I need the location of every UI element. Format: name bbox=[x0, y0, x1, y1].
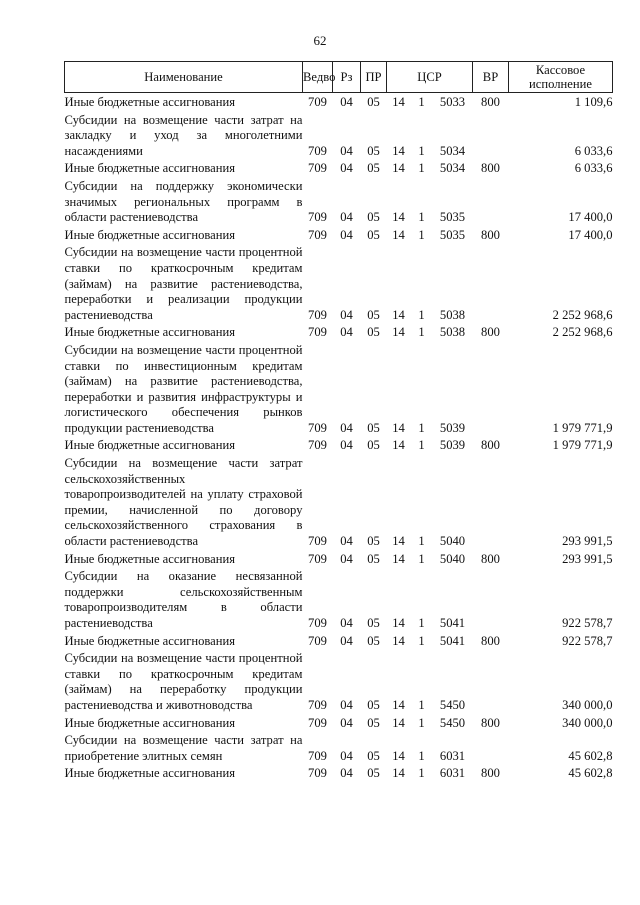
row-vr: 800 bbox=[481, 227, 500, 242]
row-rz: 04 bbox=[340, 534, 353, 549]
row-vedo: 709 bbox=[308, 697, 327, 712]
row-csr-part2: 1 bbox=[418, 616, 425, 630]
row-rz: 04 bbox=[340, 766, 353, 781]
table-row bbox=[65, 649, 613, 713]
row-csr-part1: 14 bbox=[392, 748, 405, 763]
table-row bbox=[65, 714, 613, 732]
row-pr: 05 bbox=[367, 616, 380, 630]
row-csr-part1: 14 bbox=[392, 420, 405, 435]
row-amount: 293 991,5 bbox=[562, 551, 613, 566]
row-name: Субсидии на возмещение части затрат на закладку и уход за многолетними насаждениями bbox=[64, 112, 303, 158]
row-csr-part3: 6031 bbox=[439, 748, 466, 763]
row-pr: 05 bbox=[367, 95, 380, 109]
row-vr: 800 bbox=[481, 161, 500, 176]
row-csr-part3: 5041 bbox=[439, 616, 466, 630]
row-vr bbox=[473, 567, 509, 631]
row-csr-part3: 5039 bbox=[439, 420, 466, 435]
row-csr-part1: 14 bbox=[392, 325, 405, 340]
row-amount: 6 033,6 bbox=[574, 143, 613, 158]
row-vedo: 709 bbox=[308, 143, 327, 158]
row-amount: 2 252 968,6 bbox=[552, 325, 613, 340]
row-pr: 05 bbox=[367, 551, 380, 566]
row-name: Иные бюджетные ассигнования bbox=[64, 438, 236, 453]
row-csr-part2: 1 bbox=[418, 325, 425, 340]
row-pr: 05 bbox=[367, 420, 380, 435]
row-name: Иные бюджетные ассигнования bbox=[64, 161, 236, 176]
row-csr-part3: 5038 bbox=[439, 307, 466, 322]
table-row bbox=[65, 550, 613, 568]
row-vedo: 709 bbox=[308, 551, 327, 566]
row-name: Субсидии на возмещение части процентной ставки по инвестиционным кредитам (займам) на развитие растениеводства, переработки и развития инфраструктуры и логистического обеспечения рынков продукции растениеводства bbox=[64, 342, 303, 435]
table-row bbox=[65, 243, 613, 323]
row-vr bbox=[473, 649, 509, 713]
row-rz: 04 bbox=[340, 210, 353, 225]
row-vedo: 709 bbox=[308, 161, 327, 176]
row-csr-part1: 14 bbox=[392, 143, 405, 158]
row-csr-part2: 1 bbox=[418, 534, 425, 549]
row-csr-part1: 14 bbox=[392, 227, 405, 242]
row-amount: 45 602,8 bbox=[568, 766, 613, 781]
row-csr-part3: 5035 bbox=[439, 227, 466, 242]
row-rz: 04 bbox=[340, 616, 353, 630]
row-pr: 05 bbox=[367, 697, 380, 712]
row-vr: 800 bbox=[481, 551, 500, 566]
row-pr: 05 bbox=[367, 325, 380, 340]
table-row bbox=[65, 93, 613, 111]
header-amount: Кассовое исполнение bbox=[509, 62, 613, 93]
row-csr-part1: 14 bbox=[392, 551, 405, 566]
row-csr-part1: 14 bbox=[392, 161, 405, 176]
row-csr-part3: 5450 bbox=[439, 715, 466, 730]
row-rz: 04 bbox=[340, 307, 353, 322]
header-pr: ПР bbox=[361, 62, 387, 93]
row-vr bbox=[473, 243, 509, 323]
row-vr bbox=[473, 341, 509, 437]
row-csr-part3: 5033 bbox=[439, 95, 466, 109]
row-amount: 922 578,7 bbox=[562, 633, 613, 648]
row-pr: 05 bbox=[367, 766, 380, 781]
row-rz: 04 bbox=[340, 748, 353, 763]
row-vr bbox=[473, 731, 509, 764]
row-name: Иные бюджетные ассигнования bbox=[64, 227, 236, 242]
row-rz: 04 bbox=[340, 715, 353, 730]
row-vedo: 709 bbox=[308, 748, 327, 763]
row-amount: 17 400,0 bbox=[568, 210, 613, 225]
row-csr-part3: 6031 bbox=[439, 766, 466, 781]
header-name: Наименование bbox=[65, 62, 303, 93]
row-rz: 04 bbox=[340, 551, 353, 566]
table-row bbox=[65, 111, 613, 160]
row-vedo: 709 bbox=[308, 616, 327, 630]
row-csr-part3: 5040 bbox=[439, 551, 466, 566]
row-rz: 04 bbox=[340, 325, 353, 340]
row-rz: 04 bbox=[340, 95, 353, 109]
row-vedo: 709 bbox=[308, 307, 327, 322]
row-vedo: 709 bbox=[308, 715, 327, 730]
row-rz: 04 bbox=[340, 438, 353, 453]
row-vedo: 709 bbox=[308, 420, 327, 435]
row-name: Иные бюджетные ассигнования bbox=[64, 633, 236, 648]
row-name: Субсидии на поддержку экономически значимых региональных программ в области растениеводства bbox=[64, 178, 303, 225]
budget-table bbox=[64, 61, 613, 782]
row-amount: 2 252 968,6 bbox=[552, 307, 613, 322]
row-vr: 800 bbox=[481, 95, 500, 109]
row-csr-part2: 1 bbox=[418, 766, 425, 781]
row-vr: 800 bbox=[481, 633, 500, 648]
row-csr-part3: 5034 bbox=[439, 143, 466, 158]
table-row bbox=[65, 567, 613, 631]
row-csr-part2: 1 bbox=[418, 210, 425, 225]
row-pr: 05 bbox=[367, 307, 380, 322]
row-csr-part2: 1 bbox=[418, 227, 425, 242]
row-csr-part2: 1 bbox=[418, 143, 425, 158]
row-vr: 800 bbox=[481, 715, 500, 730]
row-amount: 6 033,6 bbox=[574, 161, 613, 176]
row-rz: 04 bbox=[340, 633, 353, 648]
row-amount: 1 979 771,9 bbox=[552, 438, 613, 453]
row-pr: 05 bbox=[367, 161, 380, 176]
row-csr-part2: 1 bbox=[418, 697, 425, 712]
row-name: Субсидии на возмещение части процентной ставки по краткосрочным кредитам (займам) на переработку продукции растениеводства и животноводства bbox=[64, 651, 303, 712]
row-name: Субсидии на оказание несвязанной поддержки сельскохозяйственным товаропроизводителям в области растениеводства bbox=[64, 569, 303, 630]
row-csr-part1: 14 bbox=[392, 438, 405, 453]
row-pr: 05 bbox=[367, 210, 380, 225]
row-vr: 800 bbox=[481, 766, 500, 781]
row-name: Иные бюджетные ассигнования bbox=[64, 95, 236, 109]
row-vr bbox=[473, 111, 509, 160]
row-csr-part3: 5034 bbox=[439, 161, 466, 176]
row-rz: 04 bbox=[340, 161, 353, 176]
row-csr-part1: 14 bbox=[392, 697, 405, 712]
row-csr-part1: 14 bbox=[392, 766, 405, 781]
table-row bbox=[65, 632, 613, 650]
header-vedo: Ведво bbox=[303, 62, 333, 93]
page-number: 62 bbox=[313, 33, 327, 48]
table-row bbox=[65, 226, 613, 244]
row-amount: 340 000,0 bbox=[562, 715, 613, 730]
row-vedo: 709 bbox=[308, 534, 327, 549]
row-csr-part3: 5039 bbox=[439, 438, 466, 453]
row-vedo: 709 bbox=[308, 325, 327, 340]
row-csr-part1: 14 bbox=[392, 95, 405, 109]
row-amount: 922 578,7 bbox=[562, 616, 613, 630]
row-csr-part2: 1 bbox=[418, 748, 425, 763]
header-vr: ВР bbox=[473, 62, 509, 93]
row-csr-part1: 14 bbox=[392, 633, 405, 648]
row-vedo: 709 bbox=[308, 438, 327, 453]
row-amount: 45 602,8 bbox=[568, 748, 613, 763]
row-vedo: 709 bbox=[308, 633, 327, 648]
row-amount: 293 991,5 bbox=[562, 534, 613, 549]
table-row bbox=[65, 764, 613, 782]
row-csr-part2: 1 bbox=[418, 161, 425, 176]
row-rz: 04 bbox=[340, 697, 353, 712]
row-csr-part2: 1 bbox=[418, 551, 425, 566]
header-rz: Рз bbox=[333, 62, 361, 93]
table-row bbox=[65, 323, 613, 341]
row-pr: 05 bbox=[367, 438, 380, 453]
table-row bbox=[65, 159, 613, 177]
row-pr: 05 bbox=[367, 715, 380, 730]
row-csr-part3: 5040 bbox=[439, 534, 466, 549]
table-row bbox=[65, 177, 613, 226]
row-csr-part1: 14 bbox=[392, 210, 405, 225]
header-csr: ЦСР bbox=[387, 62, 473, 93]
row-name: Субсидии на возмещение части затрат на приобретение элитных семян bbox=[64, 733, 303, 763]
row-pr: 05 bbox=[367, 227, 380, 242]
row-csr-part1: 14 bbox=[392, 307, 405, 322]
row-amount: 1 109,6 bbox=[574, 95, 613, 109]
row-name: Иные бюджетные ассигнования bbox=[64, 551, 236, 566]
row-csr-part2: 1 bbox=[418, 95, 425, 109]
row-name: Субсидии на возмещение части процентной ставки по краткосрочным кредитам (займам) на развитие растениеводства, переработки и реализации продукции растениеводства bbox=[64, 245, 303, 322]
row-vr bbox=[473, 454, 509, 550]
row-amount: 17 400,0 bbox=[568, 227, 613, 242]
table-header bbox=[65, 62, 613, 93]
row-name: Иные бюджетные ассигнования bbox=[64, 325, 236, 340]
table-row bbox=[65, 731, 613, 764]
row-csr-part2: 1 bbox=[418, 420, 425, 435]
table-body bbox=[65, 93, 613, 782]
row-vedo: 709 bbox=[308, 210, 327, 225]
table-row bbox=[65, 454, 613, 550]
row-csr-part2: 1 bbox=[418, 307, 425, 322]
row-pr: 05 bbox=[367, 633, 380, 648]
row-vr: 800 bbox=[481, 325, 500, 340]
row-vr bbox=[473, 177, 509, 226]
row-name: Иные бюджетные ассигнования bbox=[64, 766, 236, 781]
row-csr-part2: 1 bbox=[418, 438, 425, 453]
row-csr-part3: 5035 bbox=[439, 210, 466, 225]
table-row bbox=[65, 341, 613, 437]
row-rz: 04 bbox=[340, 420, 353, 435]
row-pr: 05 bbox=[367, 748, 380, 763]
row-csr-part2: 1 bbox=[418, 633, 425, 648]
row-csr-part3: 5038 bbox=[439, 325, 466, 340]
row-rz: 04 bbox=[340, 143, 353, 158]
row-amount: 1 979 771,9 bbox=[552, 420, 613, 435]
row-csr-part1: 14 bbox=[392, 715, 405, 730]
table-row bbox=[65, 436, 613, 454]
row-csr-part3: 5450 bbox=[439, 697, 466, 712]
row-amount: 340 000,0 bbox=[562, 697, 613, 712]
row-name: Субсидии на возмещение части затрат сельскохозяйственных товаропроизводителей на уплату страховой премии, начисленной по договору сельскохозяйственного страхования в области растениеводства bbox=[64, 456, 303, 549]
row-vr: 800 bbox=[481, 438, 500, 453]
row-vedo: 709 bbox=[308, 766, 327, 781]
row-vedo: 709 bbox=[308, 95, 327, 109]
row-rz: 04 bbox=[340, 227, 353, 242]
row-pr: 05 bbox=[367, 534, 380, 549]
row-vedo: 709 bbox=[308, 227, 327, 242]
row-csr-part3: 5041 bbox=[439, 633, 466, 648]
row-csr-part1: 14 bbox=[392, 534, 405, 549]
row-name: Иные бюджетные ассигнования bbox=[64, 715, 236, 730]
row-pr: 05 bbox=[367, 143, 380, 158]
row-csr-part2: 1 bbox=[418, 715, 425, 730]
row-csr-part1: 14 bbox=[392, 616, 405, 630]
